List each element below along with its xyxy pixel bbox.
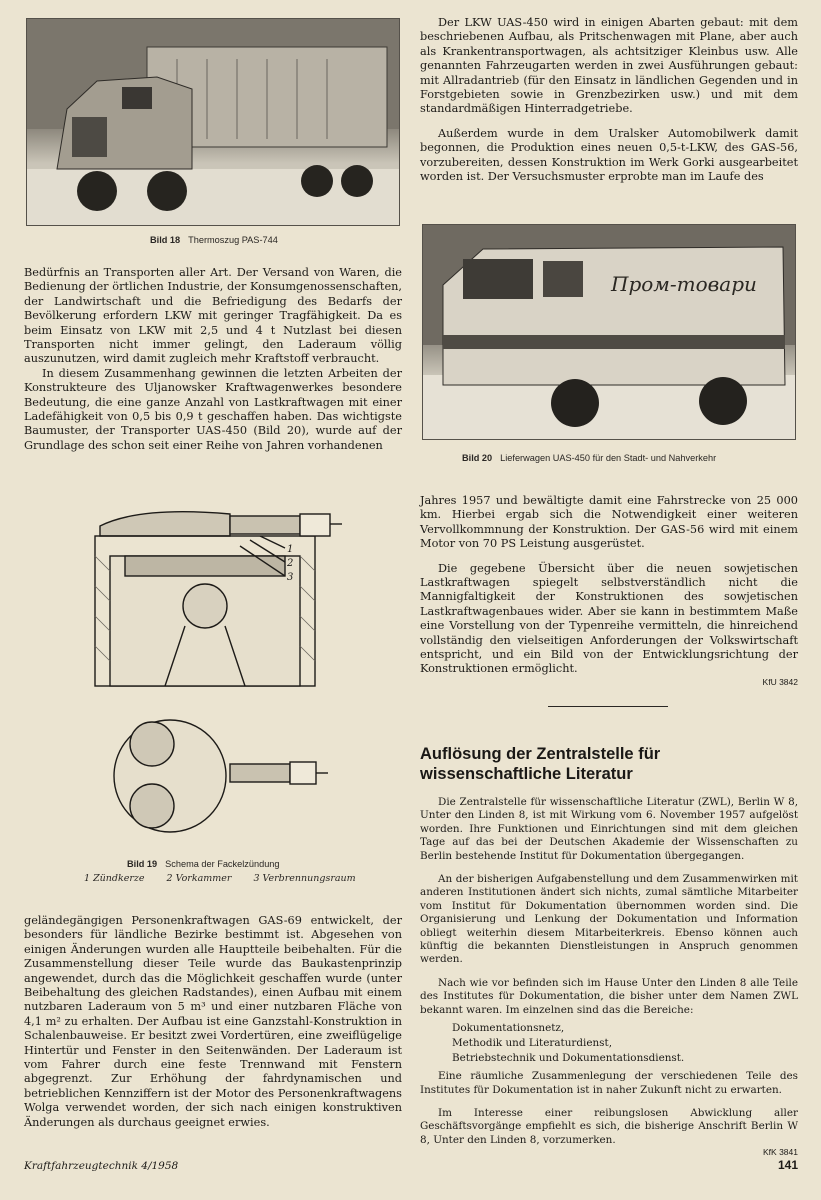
journal-footer: Kraftfahrzeugtechnik 4/1958 xyxy=(24,1160,179,1172)
caption-bild19 xyxy=(127,858,280,870)
legend-bild19 xyxy=(84,873,378,885)
truck-trailer-illustration xyxy=(27,19,399,225)
article-body xyxy=(420,796,798,1159)
list-item: Betriebstechnik und Dokumentationsdienst. xyxy=(452,1052,685,1065)
article-title: Auflösung der Zentralstelle für wissenschaftliche Literatur xyxy=(420,745,661,783)
diagram-fackelzuendung xyxy=(80,496,360,856)
figure-caption: Thermoszug PAS-744 xyxy=(188,235,278,245)
list-item: Dokumentationsnetz, xyxy=(452,1022,565,1035)
figure-number: Bild 20 xyxy=(462,453,493,463)
page-number: 141 xyxy=(778,1158,799,1172)
paragraph: Nach wie vor befinden sich im Hause Unter den Linden 8 alle Teile des Institutes für Dokumentation, die bisher unter dem Namen ZWL bekannt waren. Im einzelnen sind das die Bereiche: xyxy=(420,976,798,1016)
list-item: Methodik und Literaturdienst, xyxy=(452,1037,612,1050)
signature-code: KfK 3841 xyxy=(763,1147,798,1158)
label-2: 2 xyxy=(287,558,294,569)
section-divider xyxy=(548,706,668,707)
paragraph: Der LKW UAS-450 wird in einigen Abarten gebaut: mit dem beschriebenen Aufbau, als Pritschenwagen mit Plane, aber auch als Krankentransportwagen, als achtsitziger Kleinbus usw. Alle genannten Fahrzeugarten werden in zwei Ausführungen gebaut: mit Allradantrieb (für den Einsatz in ländlichen Gegenden und in Forstgebieten sowie in Grenzbezirken usw.) und mit dem standardmäßigen Hinterradgetriebe. xyxy=(420,16,798,116)
figure-number: Bild 19 xyxy=(127,859,158,869)
signature-code: KfU 3842 xyxy=(762,676,798,687)
legend-item: 2 Vorkammer xyxy=(166,873,232,884)
label-1: 1 xyxy=(287,544,294,555)
paragraph: Die Zentralstelle für wissenschaftliche Literatur (ZWL), Berlin W 8, Unter den Linden 8, ist mit Wirkung vom 6. November 1957 aufgelöst worden. Ihre Funktionen und Einrichtungen sind mit dem gleichen Tage auf das bei der Deutschen Akademie der Wissenschaften zu Berlin bestehende Institut für Dokumentation übergegangen. xyxy=(420,796,798,862)
left-column-top xyxy=(24,266,402,453)
legend-item: 1 Zündkerze xyxy=(84,873,145,884)
left-column-bottom xyxy=(24,914,402,1130)
caption-bild20 xyxy=(462,452,716,464)
figure-caption: Schema der Fackelzündung xyxy=(165,859,280,869)
van-illustration xyxy=(423,225,795,439)
figure-number: Bild 18 xyxy=(150,235,181,245)
paragraph: Die gegebene Übersicht über die neuen sowjetischen Lastkraftwagen spiegelt selbstverständlich nicht die Mannigfaltigkeit der Konstruktionen des sowjetischen Lastkraftwagenbaues wider. Aber sie kann in bestimmtem Maße eine Vorstellung von der Typenreihe vermitteln, die hinreichend vollständig den vielseitigen Anforderungen der Volkswirtschaft entspricht, und ein Bild von der Entwicklungsrichtung der Konstruktionen ermöglicht. xyxy=(420,561,798,676)
paragraph: An der bisherigen Aufgabenstellung und dem Zusammenwirken mit anderen Institutionen ändert sich nichts, zumal sämtliche Mitarbeiter vom Institut für Dokumentation übernommen worden sind. Die Organisierung und Lenkung der Dokumentation und Information obliegt weiterhin diesem Mitarbeiterkreis. Ebenso können auch künftig die bekannten Dienstleistungen in Anspruch genommen werden. xyxy=(420,873,798,966)
van-lettering: Пром-товари xyxy=(611,272,757,296)
figure-caption: Lieferwagen UAS-450 für den Stadt- und Nahverkehr xyxy=(500,453,717,463)
department-list xyxy=(452,1021,798,1066)
right-column-middle xyxy=(420,494,798,691)
paragraph: Außerdem wurde in dem Uralsker Automobilwerk damit begonnen, die Produktion eines neuen 0,5-t-LKW, des GAS-56, vorzubereiten, dessen Konstruktion im Werk Gorki ausgearbeitet worden ist. Der Versuchsmuster erprobte man im Laufe des xyxy=(420,126,798,184)
paragraph: Bedürfnis an Transporten aller Art. Der Versand von Waren, die Bedienung der örtlichen Industrie, der Konsumgenossenschaften, der Landwirtschaft und die Befriedigung des Bedarfs der Bevölkerung erfordern LKW mit geringer Tragfähigkeit. Da es beim Einsatz von LKW mit 2,5 und 4 t Nutzlast bei diesen Transporten nicht immer gelingt, den Laderaum völlig auszunutzen, wird damit zugleich mehr Kraftstoff verbraucht. xyxy=(24,266,402,366)
paragraph: In diesem Zusammenhang gewinnen die letzten Arbeiten der Konstrukteure des Uljanowsker Kraftwagenwerkes besondere Bedeutung, die eine ganze Anzahl von Lastkraftwagen mit einer Ladefähigkeit von 0,5 bis 0,9 t geschaffen haben. Das wichtigste Baumuster, der Transporter UAS-450 (Bild 20), wurde auf der Grundlage des schon seit einer Reihe von Jahren vorhandenen xyxy=(24,366,402,452)
label-3: 3 xyxy=(287,572,294,583)
paragraph: Eine räumliche Zusammenlegung der verschiedenen Teile des Institutes für Dokumentation ist in naher Zukunft nicht zu erwarten. xyxy=(420,1070,798,1096)
paragraph: Jahres 1957 und bewältigte damit eine Fahrstrecke von 25 000 km. Hierbei ergab sich die Notwendigkeit einer weiteren Vervollkommnung der Konstruktion. Der GAS-56 wird mit einem Motor von 70 PS Leistung ausgerüstet. xyxy=(420,494,798,551)
right-column-top xyxy=(420,16,798,184)
paragraph: Im Interesse einer reibungslosen Abwicklung aller Geschäftsvorgänge empfiehlt es sich, die bisherige Anschrift Berlin W 8, Unter den Linden 8, vorzumerken. xyxy=(420,1106,798,1146)
photo-lieferwagen xyxy=(422,224,796,440)
paragraph: geländegängigen Personenkraftwagen GAS-69 entwickelt, der besonders für ländliche Bezirke bestimmt ist. Abgesehen von einigen Änderungen wurden alle Hauptteile beibehalten. Für die Zusammenstellung dieser Teile wurde das Baukastenprinzip angewendet, durch das die Möglichkeit geschaffen wurde (unter Beibehaltung des gleichen Radstandes), einen Aufbau mit einem nutzbaren Laderaum von 5 m³ und einer nutzbaren Fläche von 4,1 m² zu erhalten. Der Aufbau ist eine Ganzstahl-Konstruktion in Schalenbauweise. Er besitzt zwei Vordertüren, eine zweiflügelige Hintertür und Fenster in den Seitenwänden. Der Laderaum ist vom Fahrer durch eine feste Trennwand mit Fenstern abgegrenzt. Zur Erhöhung der fahrdynamischen und betrieblichen Kennziffern ist der Motor des Personenkraftwagens Wolga verwendet worden, der sich nach einigen konstruktiven Änderungen als durchaus geeignet erwies. xyxy=(24,914,402,1129)
caption-bild18 xyxy=(150,234,278,246)
photo-thermoszug xyxy=(26,18,400,226)
legend-item: 3 Verbrennungsraum xyxy=(253,873,356,884)
